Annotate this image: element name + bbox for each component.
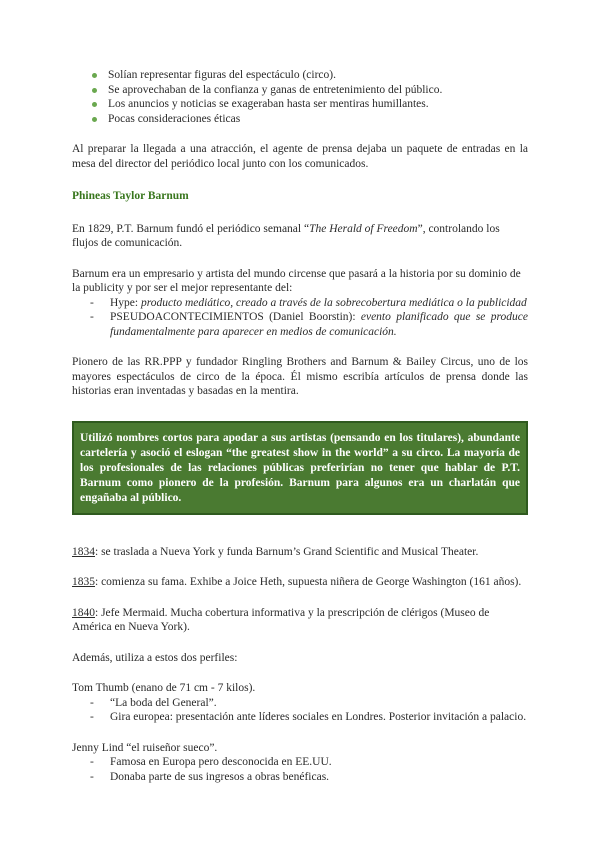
bullet-text: Se aprovechaban de la confianza y ganas de entretenimiento del público. (108, 83, 443, 96)
highlight-box (72, 421, 528, 515)
paragraph-pionero: Pionero de las RR.PPP y fundador Ringling Brothers and Barnum & Bailey Circus, uno de los mayores espectáculos de circo de la época. Él mismo escribía artículos de prensa donde las historias eran inventadas y basadas en la mentira. (72, 356, 528, 397)
list-item (92, 68, 528, 83)
list-item (88, 770, 528, 785)
dash-icon: - (90, 711, 94, 723)
bullet-dot-icon (92, 117, 97, 122)
list-item-text: Gira europea: presentación ante líderes sociales en Londres. Posterior invitación a palacio. (110, 711, 527, 723)
dash-icon: - (90, 696, 94, 709)
timeline-text: : Jefe Mermaid. Mucha cobertura informativa y la prescripción de clérigos (Museo de América en Nueva York). (72, 606, 490, 633)
bullet-text: Los anuncios y noticias se exageraban hasta ser mentiras humillantes. (108, 98, 429, 110)
bullet-dot-icon (92, 102, 97, 107)
timeline-text: : se traslada a Nueva York y funda Barnum’s Grand Scientific and Musical Theater. (95, 545, 479, 558)
definition-term: PSEUDOACONTECIMIENTOS (Daniel Boorstin): (110, 311, 361, 323)
paragraph-1829 (72, 222, 528, 251)
document-page (72, 68, 528, 784)
list-item-text: Famosa en Europa pero desconocida en EE.UU. (110, 756, 332, 768)
dash-list-jenny-lind (72, 755, 528, 784)
timeline-entry (72, 606, 528, 635)
list-item-text: Donaba parte de sus ingresos a obras benéficas. (110, 770, 330, 783)
dash-list-definitions (72, 296, 528, 340)
paragraph-perfiles: Además, utiliza a estos dos perfiles: (72, 651, 238, 664)
definition-term: Hype: (110, 296, 141, 309)
list-item (88, 296, 528, 311)
timeline-text: : comienza su fama. Exhibe a Joice Heth, supuesta niñera de George Washington (161 años). (95, 576, 522, 588)
list-item (88, 710, 528, 725)
text-run: En 1829, P.T. Barnum fundó el periódico semanal “ (72, 222, 310, 235)
highlight-text: Utilizó nombres cortos para apodar a sus artistas (pensando en los titulares), abundante cartelería y asoció el eslogan “the greatest show in the world” a su circo. La mayoría de los profesionales de las relaciones públicas preferirían no tener que hablar de P.T. Barnum como pionero de la profesión. Barnum para algunos era un charlatán que engañaba al público. (80, 431, 520, 504)
dash-icon: - (90, 311, 94, 323)
section-title: Phineas Taylor Barnum (72, 190, 189, 202)
bullet-list (72, 68, 528, 126)
timeline-entry (72, 545, 528, 560)
dash-icon: - (90, 296, 94, 309)
paragraph-empresario: Barnum era un empresario y artista del mundo circense que pasará a la historia por su dominio de la publicity y por ser el mejor representante del: (72, 267, 521, 294)
list-item (88, 755, 528, 770)
bullet-dot-icon (92, 73, 97, 78)
text-run: ”, controlando los flujos de comunicación. (72, 222, 500, 249)
dash-list-tom-thumb (72, 696, 528, 725)
bullet-dot-icon (92, 88, 97, 93)
list-item (92, 112, 528, 127)
profile-title-tom-thumb: Tom Thumb (enano de 71 cm - 7 kilos). (72, 682, 256, 694)
dash-icon: - (90, 756, 94, 768)
list-item (88, 696, 528, 711)
timeline-year: 1840 (72, 606, 95, 619)
bullet-text: Solían representar figuras del espectáculo (circo). (108, 69, 336, 81)
periodical-title: The Herald of Freedom (309, 222, 418, 235)
list-item (92, 83, 528, 98)
definition-text: evento planificado que se produce fundamentalmente para aparecer en medios de comunicación. (110, 311, 528, 338)
timeline-year: 1835 (72, 576, 95, 588)
profile-title-jenny-lind: Jenny Lind “el ruiseñor sueco”. (72, 741, 218, 754)
list-item (92, 97, 528, 112)
list-item-text: “La boda del General”. (110, 696, 217, 709)
bullet-text: Pocas consideraciones éticas (108, 112, 241, 125)
definition-text: producto mediático, creado a través de la sobrecobertura mediática o la publicidad (140, 296, 527, 309)
timeline-year: 1834 (72, 545, 95, 558)
dash-icon: - (90, 770, 94, 783)
paragraph-preparar: Al preparar la llegada a una atracción, el agente de prensa dejaba un paquete de entradas en la mesa del director del periódico local junto con los comunicados. (72, 143, 528, 170)
timeline-entry (72, 575, 528, 590)
list-item (88, 310, 528, 339)
